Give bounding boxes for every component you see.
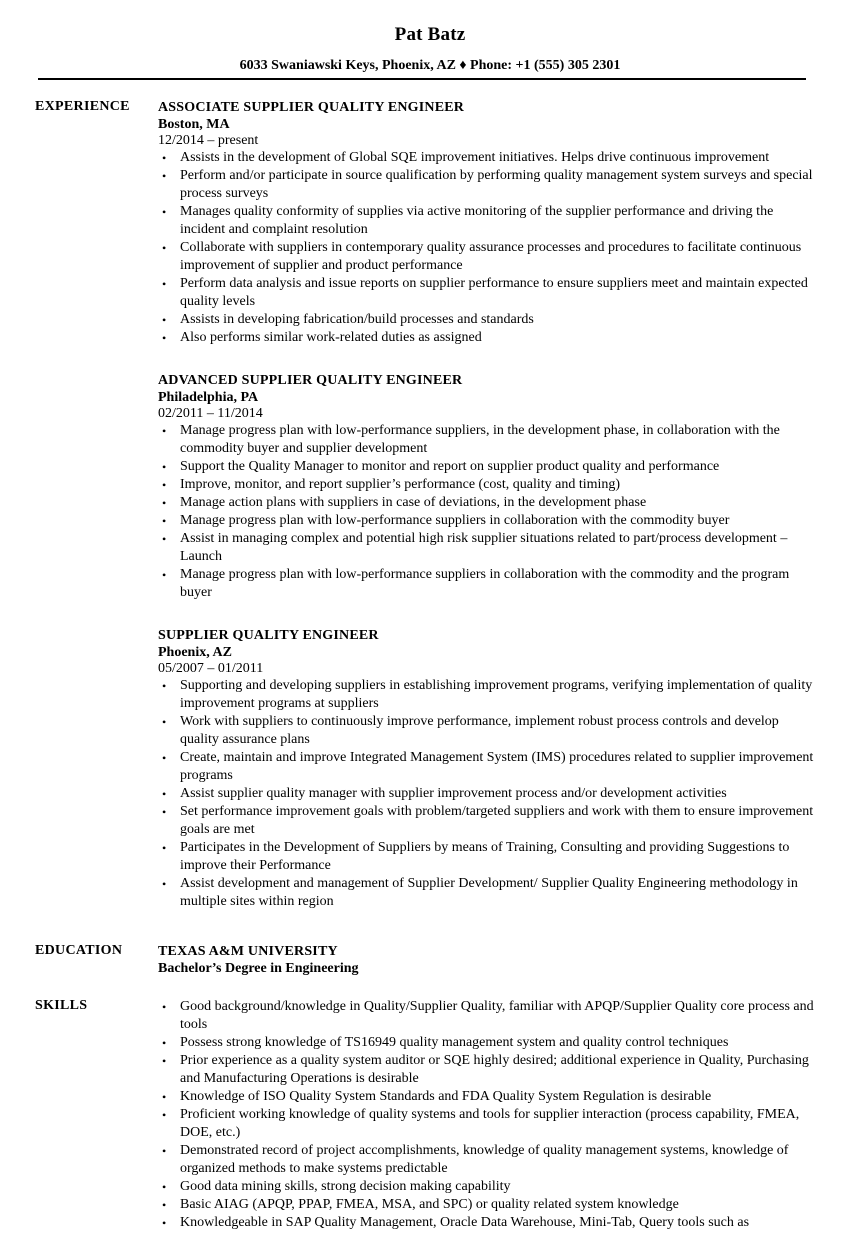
- job-location: Philadelphia, PA: [158, 390, 259, 405]
- job-bullets: [158, 677, 818, 911]
- header-divider: [38, 78, 806, 80]
- bullet-item: • Set performance improvement goals with problem/targeted suppliers and work with them to ensure improvement goals are met: [158, 803, 818, 839]
- bullet-item: • Manage progress plan with low-performance suppliers in collaboration with the commodity buyer: [158, 512, 818, 530]
- section-label-education: EDUCATION: [35, 943, 123, 958]
- job-location: Phoenix, AZ: [158, 645, 232, 660]
- bullet-item: • Participates in the Development of Suppliers by means of Training, Consulting and providing Suggestions to improve their Performance: [158, 839, 818, 875]
- skills-bullets: [158, 998, 818, 1232]
- bullet-item: • Basic AIAG (APQP, PPAP, FMEA, MSA, and SPC) or quality related system knowledge: [158, 1196, 818, 1214]
- bullet-item: • Good background/knowledge in Quality/Supplier Quality, familiar with APQP/Supplier Quality core process and tools: [158, 998, 818, 1034]
- job-title: SUPPLIER QUALITY ENGINEER: [158, 628, 379, 643]
- bullet-item: • Supporting and developing suppliers in establishing improvement programs, verifying implementation of quality improvement programs at suppliers: [158, 677, 818, 713]
- bullet-item: • Prior experience as a quality system auditor or SQE highly desired; additional experience in Quality, Purchasing and Manufacturing Operations is desirable: [158, 1052, 818, 1088]
- contact-line: 6033 Swaniawski Keys, Phoenix, AZ ♦ Phone: +1 (555) 305 2301: [239, 58, 621, 73]
- bullet-item: • Assists in the development of Global SQE improvement initiatives. Helps drive continuous improvement: [158, 149, 818, 167]
- job-entry: [158, 627, 818, 911]
- job-title: ADVANCED SUPPLIER QUALITY ENGINEER: [158, 373, 463, 388]
- education-body: [158, 943, 818, 977]
- bullet-item: • Possess strong knowledge of TS16949 quality management system and quality control techniques: [158, 1034, 818, 1052]
- job-bullets: [158, 149, 818, 347]
- job-entry: [158, 372, 818, 602]
- bullet-item: • Manage progress plan with low-performance suppliers in collaboration with the commodity and the program buyer: [158, 566, 818, 602]
- job-dates: 05/2007 – 01/2011: [158, 661, 264, 676]
- school-name: TEXAS A&M UNIVERSITY: [158, 944, 338, 959]
- bullet-item: • Manage action plans with suppliers in case of deviations, in the development phase: [158, 494, 818, 512]
- bullet-item: • Assist supplier quality manager with supplier improvement process and/or development activities: [158, 785, 818, 803]
- skills-body: [158, 998, 818, 1232]
- bullet-item: • Assist in managing complex and potential high risk supplier situations related to part/process development – Launch: [158, 530, 818, 566]
- bullet-item: • Assist development and management of Supplier Development/ Supplier Quality Engineering methodology in multiple sites within region: [158, 875, 818, 911]
- degree: Bachelor’s Degree in Engineering: [158, 961, 359, 976]
- candidate-name: Pat Batz: [394, 24, 466, 45]
- bullet-item: • Knowledgeable in SAP Quality Management, Oracle Data Warehouse, Mini-Tab, Query tools such as: [158, 1214, 818, 1232]
- section-label-experience: EXPERIENCE: [35, 99, 130, 114]
- job-entry: [158, 99, 818, 347]
- bullet-item: • Good data mining skills, strong decision making capability: [158, 1178, 818, 1196]
- job-title: ASSOCIATE SUPPLIER QUALITY ENGINEER: [158, 100, 465, 115]
- bullet-item: • Collaborate with suppliers in contemporary quality assurance processes and procedures to facilitate continuous improvement of supplier and product performance: [158, 239, 818, 275]
- bullet-item: • Support the Quality Manager to monitor and report on supplier product quality and performance: [158, 458, 818, 476]
- bullet-item: • Knowledge of ISO Quality System Standards and FDA Quality System Regulation is desirable: [158, 1088, 818, 1106]
- bullet-item: • Proficient working knowledge of quality systems and tools for supplier interaction (process capability, FMEA, DOE, etc.): [158, 1106, 818, 1142]
- bullet-item: • Also performs similar work-related duties as assigned: [158, 329, 818, 347]
- bullet-item: • Perform and/or participate in source qualification by performing quality management system surveys and special process surveys: [158, 167, 818, 203]
- bullet-item: • Manage progress plan with low-performance suppliers, in the development phase, in collaboration with the commodity buyer and supplier development: [158, 422, 818, 458]
- bullet-item: • Assists in developing fabrication/build processes and standards: [158, 311, 818, 329]
- job-location: Boston, MA: [158, 117, 230, 132]
- bullet-item: • Improve, monitor, and report supplier’s performance (cost, quality and timing): [158, 476, 818, 494]
- bullet-item: • Manages quality conformity of supplies via active monitoring of the supplier performance and driving the incident and complaint resolution: [158, 203, 818, 239]
- bullet-item: • Create, maintain and improve Integrated Management System (IMS) procedures related to supplier improvement programs: [158, 749, 818, 785]
- job-dates: 02/2011 – 11/2014: [158, 406, 263, 421]
- bullet-item: • Perform data analysis and issue reports on supplier performance to ensure suppliers meet and maintain expected quality levels: [158, 275, 818, 311]
- job-bullets: [158, 422, 818, 602]
- experience-list: [158, 99, 818, 936]
- bullet-item: • Work with suppliers to continuously improve performance, implement robust process controls and develop quality assurance plans: [158, 713, 818, 749]
- job-dates: 12/2014 – present: [158, 133, 259, 148]
- section-label-skills: SKILLS: [35, 998, 88, 1013]
- bullet-item: • Demonstrated record of project accomplishments, knowledge of quality management systems, knowledge of organized methods to make systems predictable: [158, 1142, 818, 1178]
